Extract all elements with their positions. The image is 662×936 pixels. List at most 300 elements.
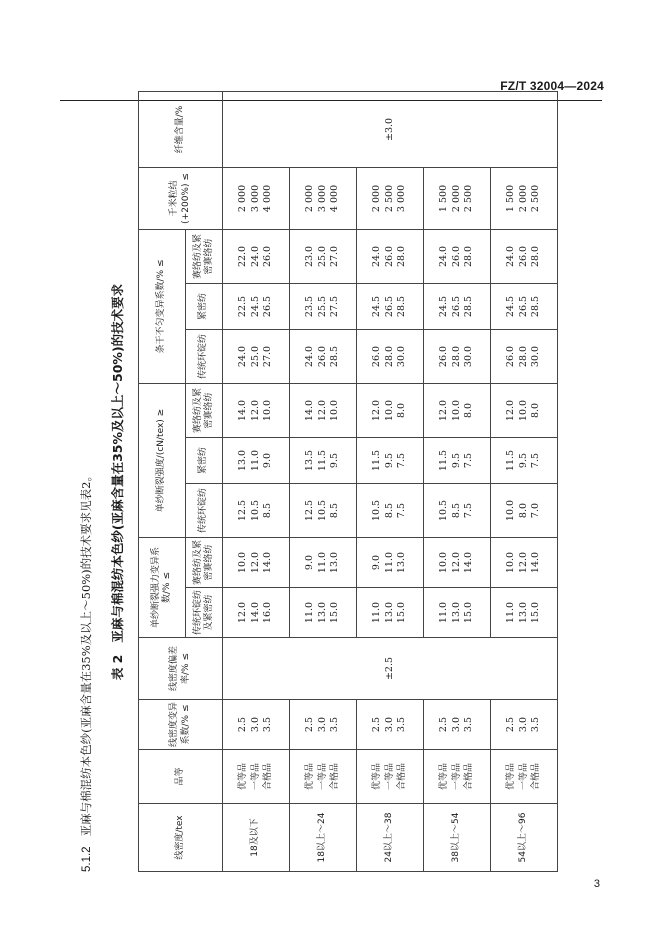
cv-density-value: 2.5 bbox=[237, 716, 249, 733]
table-caption bbox=[108, 92, 126, 872]
even-compact-value: 24.5 bbox=[249, 295, 261, 318]
even-siro-cell bbox=[357, 229, 424, 283]
spec-cell: 24以上～38 bbox=[357, 804, 424, 872]
even-ring-value: 28.0 bbox=[450, 345, 462, 368]
str-siro-value: 14.0 bbox=[237, 399, 249, 422]
grade-stack bbox=[438, 750, 476, 803]
even-compact-cell bbox=[290, 283, 357, 329]
clause-text: 亚麻与棉混纺本色纱(亚麻含量在35%及以上～50%)的技术要求见表2。 bbox=[79, 470, 93, 837]
fiber-cell: ±3.0 bbox=[223, 91, 558, 167]
neps-value: 2 500 bbox=[530, 184, 542, 213]
grade-value: 优等品 bbox=[305, 763, 316, 791]
neps-value: 1 500 bbox=[438, 184, 450, 213]
even-siro-value: 26.0 bbox=[262, 245, 274, 268]
str-ring-value: 7.5 bbox=[463, 502, 475, 519]
cv-str-ring-stack bbox=[371, 588, 409, 637]
str-compact-stack bbox=[237, 438, 275, 483]
even-compact-value: 22.5 bbox=[237, 295, 249, 318]
cv-str-siro-value: 9.0 bbox=[304, 554, 316, 571]
even-ring-cell bbox=[491, 329, 558, 383]
cv-density-value: 3.0 bbox=[383, 716, 395, 733]
cv-str-ring-value: 15.0 bbox=[530, 601, 542, 624]
cv-str-ring-cell bbox=[357, 588, 424, 638]
even-siro-value: 24.0 bbox=[505, 245, 517, 268]
even-compact-value: 28.5 bbox=[463, 295, 475, 318]
grade-value: 一等品 bbox=[384, 763, 395, 791]
str-ring-cell bbox=[491, 484, 558, 538]
cv-str-siro-value: 10.0 bbox=[438, 551, 450, 574]
clause-5-1-2 bbox=[78, 470, 94, 872]
str-ring-value: 7.5 bbox=[396, 502, 408, 519]
even-siro-value: 26.0 bbox=[383, 245, 395, 268]
table-row bbox=[491, 91, 558, 871]
str-siro-value: 10.0 bbox=[383, 399, 395, 422]
col-cv-strength-header: 单纱断裂强力变异系数/% ≤ bbox=[139, 538, 186, 638]
even-compact-value: 25.5 bbox=[316, 295, 328, 318]
even-compact-value: 27.5 bbox=[329, 295, 341, 318]
str-siro-cell bbox=[223, 383, 290, 437]
even-compact-cell bbox=[357, 283, 424, 329]
str-ring-value: 10.5 bbox=[371, 499, 383, 522]
even-compact-value: 26.5 bbox=[450, 295, 462, 318]
even-siro-stack bbox=[304, 230, 342, 283]
spec-cell: 38以上～54 bbox=[424, 804, 491, 872]
cv-str-ring-cell bbox=[290, 588, 357, 638]
cv-str-siro-value: 12.0 bbox=[450, 551, 462, 574]
cv-str-siro-value: 12.0 bbox=[249, 551, 261, 574]
grade-value: 一等品 bbox=[250, 763, 261, 791]
str-compact-value: 7.5 bbox=[463, 452, 475, 469]
str-compact-stack bbox=[438, 438, 476, 483]
cv-density-cell bbox=[223, 700, 290, 750]
col-cv-density-header: 线密度变异系数/% ≤ bbox=[139, 700, 223, 750]
cv-density-stack bbox=[505, 700, 543, 749]
cv-density-value: 3.5 bbox=[396, 716, 408, 733]
cv-str-ring-value: 13.0 bbox=[517, 601, 529, 624]
str-ring-cell bbox=[357, 484, 424, 538]
cv-str-siro-stack bbox=[304, 538, 342, 587]
cv-str-siro-value: 10.0 bbox=[505, 551, 517, 574]
cv-str-siro-value: 10.0 bbox=[237, 551, 249, 574]
cv-str-ring-stack bbox=[304, 588, 342, 637]
even-ring-value: 24.0 bbox=[237, 345, 249, 368]
cv-density-value: 3.0 bbox=[450, 716, 462, 733]
neps-value: 2 000 bbox=[304, 184, 316, 213]
str-siro-value: 12.0 bbox=[316, 399, 328, 422]
str-ring-value: 8.0 bbox=[517, 502, 529, 519]
cv-str-ring-value: 15.0 bbox=[329, 601, 341, 624]
table-row bbox=[357, 91, 424, 871]
even-siro-value: 24.0 bbox=[249, 245, 261, 268]
str-ring-value: 8.5 bbox=[262, 502, 274, 519]
str-siro-value: 12.0 bbox=[505, 399, 517, 422]
even-compact-cell bbox=[223, 283, 290, 329]
cv-str-siro-value: 14.0 bbox=[463, 551, 475, 574]
neps-value: 2 500 bbox=[463, 184, 475, 213]
even-ring-value: 27.0 bbox=[262, 345, 274, 368]
str-siro-value: 10.0 bbox=[329, 399, 341, 422]
str-ring-value: 7.0 bbox=[530, 502, 542, 519]
even-ring-stack bbox=[304, 330, 342, 383]
str-siro-stack bbox=[371, 384, 409, 437]
str-compact-cell bbox=[290, 438, 357, 484]
neps-value: 2 000 bbox=[371, 184, 383, 213]
str-ring-value: 12.5 bbox=[237, 499, 249, 522]
str-siro-value: 10.0 bbox=[450, 399, 462, 422]
even-ring-cell bbox=[223, 329, 290, 383]
str-compact-cell bbox=[223, 438, 290, 484]
str-siro-value: 8.0 bbox=[396, 402, 408, 419]
str-siro-value: 8.0 bbox=[463, 402, 475, 419]
cv-str-siro-value: 9.0 bbox=[371, 554, 383, 571]
table-row bbox=[424, 91, 491, 871]
str-ring-stack bbox=[371, 484, 409, 537]
neps-value: 2 000 bbox=[517, 184, 529, 213]
neps-stack bbox=[371, 168, 409, 229]
neps-value: 2 000 bbox=[450, 184, 462, 213]
col-grade-header: 品等 bbox=[139, 750, 223, 804]
str-ring-value: 8.5 bbox=[383, 502, 395, 519]
even-siro-value: 22.0 bbox=[237, 245, 249, 268]
cv-density-stack bbox=[304, 700, 342, 749]
str-ring-value: 10.5 bbox=[316, 499, 328, 522]
even-compact-value: 24.5 bbox=[371, 295, 383, 318]
str-siro-stack bbox=[438, 384, 476, 437]
even-ring-value: 26.0 bbox=[505, 345, 517, 368]
str-compact-cell bbox=[491, 438, 558, 484]
tech-requirements-table bbox=[138, 91, 558, 872]
even-compact-value: 26.5 bbox=[517, 295, 529, 318]
str-siro-cell bbox=[290, 383, 357, 437]
cv-density-cell bbox=[357, 700, 424, 750]
str-siro-stack bbox=[237, 384, 275, 437]
str-ring-value: 10.5 bbox=[249, 499, 261, 522]
neps-value: 1 500 bbox=[505, 184, 517, 213]
cv-str-ring-value: 11.0 bbox=[304, 601, 316, 624]
cv-str-ring-value: 11.0 bbox=[505, 601, 517, 624]
table-title: 亚麻与棉混纺本色纱(亚麻含量在35%及以上～50%)的技术要求 bbox=[110, 283, 125, 643]
str-ring-cell bbox=[424, 484, 491, 538]
str-siro-value: 8.0 bbox=[530, 402, 542, 419]
str-siro-value: 12.0 bbox=[249, 399, 261, 422]
cv-str-siro-stack bbox=[371, 538, 409, 587]
even-compact-value: 26.5 bbox=[262, 295, 274, 318]
even-ring-value: 28.0 bbox=[383, 345, 395, 368]
even-ring-value: 26.0 bbox=[371, 345, 383, 368]
cv-str-ring-stack bbox=[438, 588, 476, 637]
even-siro-value: 28.0 bbox=[396, 245, 408, 268]
neps-value: 3 000 bbox=[249, 184, 261, 213]
even-compact-cell bbox=[491, 283, 558, 329]
str-compact-value: 13.0 bbox=[237, 449, 249, 472]
table-number: 表 2 bbox=[110, 654, 125, 681]
neps-value: 2 000 bbox=[237, 184, 249, 213]
grade-stack bbox=[304, 750, 342, 803]
even-compact-stack bbox=[237, 284, 275, 329]
cv-density-stack bbox=[438, 700, 476, 749]
str-compact-value: 9.5 bbox=[329, 452, 341, 469]
str-compact-cell bbox=[424, 438, 491, 484]
cv-str-ring-value: 14.0 bbox=[249, 601, 261, 624]
grade-value: 优等品 bbox=[238, 763, 249, 791]
neps-stack bbox=[304, 168, 342, 229]
cv-str-siro-cell bbox=[290, 538, 357, 588]
sub-ring-compact-header: 传统环锭纺及紧密纺 bbox=[186, 588, 223, 638]
even-compact-value: 28.5 bbox=[530, 295, 542, 318]
grade-cell bbox=[357, 750, 424, 804]
table-row bbox=[290, 91, 357, 871]
grade-value: 优等品 bbox=[506, 763, 517, 791]
col-neps-header: 千米粒结(+200%) ≤ bbox=[139, 167, 223, 229]
even-siro-value: 23.0 bbox=[304, 245, 316, 268]
even-ring-value: 25.0 bbox=[249, 345, 261, 368]
grade-value: 合格品 bbox=[397, 763, 408, 791]
cv-str-ring-value: 11.0 bbox=[438, 601, 450, 624]
col-spec-header: 线密度/tex bbox=[139, 804, 223, 872]
grade-value: 优等品 bbox=[439, 763, 450, 791]
str-siro-value: 10.0 bbox=[262, 399, 274, 422]
grade-value: 合格品 bbox=[531, 763, 542, 791]
cv-str-siro-value: 11.0 bbox=[316, 551, 328, 574]
str-siro-value: 12.0 bbox=[371, 399, 383, 422]
even-ring-cell bbox=[290, 329, 357, 383]
sub-ring-header: 传统环锭纺 bbox=[186, 484, 223, 538]
standard-number: FZ/T 32004—2024 bbox=[500, 79, 604, 93]
spec-cell: 18以上～24 bbox=[290, 804, 357, 872]
str-compact-value: 11.5 bbox=[316, 449, 328, 472]
even-siro-cell bbox=[223, 229, 290, 283]
clause-number: 5.1.2 bbox=[81, 846, 93, 872]
str-compact-value: 7.5 bbox=[396, 452, 408, 469]
cv-density-cell bbox=[290, 700, 357, 750]
spec-cell: 54以上～96 bbox=[491, 804, 558, 872]
cv-str-siro-cell bbox=[223, 538, 290, 588]
str-ring-value: 10.5 bbox=[438, 499, 450, 522]
str-siro-value: 14.0 bbox=[304, 399, 316, 422]
str-compact-value: 11.0 bbox=[249, 449, 261, 472]
even-siro-value: 24.0 bbox=[438, 245, 450, 268]
even-siro-stack bbox=[505, 230, 543, 283]
cv-str-ring-stack bbox=[505, 588, 543, 637]
even-ring-value: 30.0 bbox=[530, 345, 542, 368]
cv-str-siro-stack bbox=[505, 538, 543, 587]
cv-density-cell bbox=[491, 700, 558, 750]
cv-str-ring-value: 15.0 bbox=[396, 601, 408, 624]
col-deviation-header: 线密度偏差率/% ≤ bbox=[139, 638, 223, 700]
even-ring-stack bbox=[505, 330, 543, 383]
str-siro-value: 12.0 bbox=[438, 399, 450, 422]
cv-str-siro-stack bbox=[237, 538, 275, 587]
cv-density-stack bbox=[371, 700, 409, 749]
even-ring-value: 28.0 bbox=[517, 345, 529, 368]
str-ring-stack bbox=[304, 484, 342, 537]
str-compact-value: 11.5 bbox=[371, 449, 383, 472]
cv-str-ring-stack bbox=[237, 588, 275, 637]
col-evenness-header: 条干不匀变异系数/% ≤ bbox=[139, 229, 186, 383]
cv-str-siro-value: 14.0 bbox=[530, 551, 542, 574]
cv-str-siro-value: 12.0 bbox=[517, 551, 529, 574]
cv-density-cell bbox=[424, 700, 491, 750]
cv-str-ring-cell bbox=[223, 588, 290, 638]
even-siro-value: 28.0 bbox=[463, 245, 475, 268]
cv-str-ring-value: 16.0 bbox=[262, 601, 274, 624]
spec-cell: 18及以下 bbox=[223, 804, 290, 872]
grade-stack bbox=[371, 750, 409, 803]
neps-cell bbox=[491, 167, 558, 229]
cv-density-value: 2.5 bbox=[505, 716, 517, 733]
even-siro-value: 25.0 bbox=[316, 245, 328, 268]
even-compact-value: 24.5 bbox=[505, 295, 517, 318]
even-ring-stack bbox=[371, 330, 409, 383]
even-siro-value: 26.0 bbox=[517, 245, 529, 268]
neps-value: 3 000 bbox=[396, 184, 408, 213]
str-compact-value: 7.5 bbox=[530, 452, 542, 469]
str-compact-value: 11.5 bbox=[438, 449, 450, 472]
grade-value: 优等品 bbox=[372, 763, 383, 791]
sub-compact-header: 紧密纺 bbox=[186, 438, 223, 484]
grade-value: 一等品 bbox=[317, 763, 328, 791]
even-siro-value: 27.0 bbox=[329, 245, 341, 268]
neps-cell bbox=[223, 167, 290, 229]
even-ring-value: 26.0 bbox=[438, 345, 450, 368]
even-ring-stack bbox=[237, 330, 275, 383]
str-ring-cell bbox=[223, 484, 290, 538]
neps-stack bbox=[505, 168, 543, 229]
str-siro-value: 10.0 bbox=[517, 399, 529, 422]
grade-cell bbox=[491, 750, 558, 804]
sub-ring2-header: 传统环锭纺 bbox=[186, 329, 223, 383]
cv-str-ring-value: 13.0 bbox=[316, 601, 328, 624]
grade-stack bbox=[237, 750, 275, 803]
cv-str-siro-value: 14.0 bbox=[262, 551, 274, 574]
cv-str-ring-value: 15.0 bbox=[463, 601, 475, 624]
even-siro-stack bbox=[438, 230, 476, 283]
str-ring-stack bbox=[505, 484, 543, 537]
cv-density-value: 3.5 bbox=[329, 716, 341, 733]
cv-density-stack bbox=[237, 700, 275, 749]
cv-density-value: 3.5 bbox=[262, 716, 274, 733]
even-siro-value: 24.0 bbox=[371, 245, 383, 268]
deviation-cell: ±2.5 bbox=[223, 638, 558, 700]
even-ring-value: 28.5 bbox=[329, 345, 341, 368]
grade-cell bbox=[424, 750, 491, 804]
grade-value: 一等品 bbox=[518, 763, 529, 791]
str-siro-stack bbox=[304, 384, 342, 437]
sub-siro2-header: 赛络纺及紧密赛络纺 bbox=[186, 383, 223, 437]
str-ring-value: 10.0 bbox=[505, 499, 517, 522]
col-fiber-header: 纤维含量/% bbox=[139, 91, 223, 167]
cv-str-siro-value: 13.0 bbox=[329, 551, 341, 574]
even-ring-cell bbox=[357, 329, 424, 383]
even-siro-cell bbox=[290, 229, 357, 283]
str-compact-stack bbox=[371, 438, 409, 483]
cv-str-ring-value: 13.0 bbox=[383, 601, 395, 624]
even-ring-cell bbox=[424, 329, 491, 383]
cv-str-siro-value: 13.0 bbox=[396, 551, 408, 574]
neps-value: 2 500 bbox=[383, 184, 395, 213]
table-row bbox=[223, 91, 290, 871]
cv-density-value: 3.0 bbox=[316, 716, 328, 733]
str-ring-stack bbox=[438, 484, 476, 537]
str-siro-cell bbox=[357, 383, 424, 437]
even-ring-value: 30.0 bbox=[396, 345, 408, 368]
cv-str-siro-cell bbox=[357, 538, 424, 588]
cv-str-ring-cell bbox=[491, 588, 558, 638]
str-compact-value: 13.5 bbox=[304, 449, 316, 472]
even-compact-value: 26.5 bbox=[383, 295, 395, 318]
col-strength-header: 单纱断裂强度/(cN/tex) ≥ bbox=[139, 383, 186, 537]
cv-str-ring-cell bbox=[424, 588, 491, 638]
even-siro-value: 28.0 bbox=[530, 245, 542, 268]
str-ring-value: 12.5 bbox=[304, 499, 316, 522]
cv-density-value: 2.5 bbox=[438, 716, 450, 733]
cv-str-siro-cell bbox=[424, 538, 491, 588]
neps-value: 3 000 bbox=[316, 184, 328, 213]
neps-value: 4 000 bbox=[329, 184, 341, 213]
str-ring-stack bbox=[237, 484, 275, 537]
sub-siro-header: 赛络纺及紧密赛络纺 bbox=[186, 538, 223, 588]
table-body bbox=[223, 91, 558, 871]
even-siro-cell bbox=[424, 229, 491, 283]
even-siro-value: 26.0 bbox=[450, 245, 462, 268]
even-compact-value: 28.5 bbox=[396, 295, 408, 318]
page-number: 3 bbox=[593, 878, 600, 890]
even-compact-stack bbox=[304, 284, 342, 329]
cv-density-value: 3.5 bbox=[463, 716, 475, 733]
grade-stack bbox=[505, 750, 543, 803]
str-compact-stack bbox=[505, 438, 543, 483]
grade-cell bbox=[290, 750, 357, 804]
str-compact-value: 9.5 bbox=[517, 452, 529, 469]
sub-siro3-header: 赛络纺及紧密赛络纺 bbox=[186, 229, 223, 283]
cv-str-siro-cell bbox=[491, 538, 558, 588]
neps-cell bbox=[424, 167, 491, 229]
str-siro-cell bbox=[491, 383, 558, 437]
str-compact-stack bbox=[304, 438, 342, 483]
str-ring-value: 8.5 bbox=[329, 502, 341, 519]
cv-str-siro-stack bbox=[438, 538, 476, 587]
even-compact-stack bbox=[371, 284, 409, 329]
str-ring-cell bbox=[290, 484, 357, 538]
cv-density-value: 3.0 bbox=[517, 716, 529, 733]
grade-value: 合格品 bbox=[263, 763, 274, 791]
cv-density-value: 3.5 bbox=[530, 716, 542, 733]
str-siro-cell bbox=[424, 383, 491, 437]
cv-density-value: 2.5 bbox=[304, 716, 316, 733]
even-siro-cell bbox=[491, 229, 558, 283]
str-siro-stack bbox=[505, 384, 543, 437]
even-siro-stack bbox=[371, 230, 409, 283]
str-compact-cell bbox=[357, 438, 424, 484]
grade-value: 合格品 bbox=[464, 763, 475, 791]
even-compact-stack bbox=[505, 284, 543, 329]
cv-str-ring-value: 12.0 bbox=[237, 601, 249, 624]
grade-cell bbox=[223, 750, 290, 804]
str-compact-value: 11.5 bbox=[505, 449, 517, 472]
even-siro-stack bbox=[237, 230, 275, 283]
cv-str-siro-value: 11.0 bbox=[383, 551, 395, 574]
str-ring-value: 8.5 bbox=[450, 502, 462, 519]
neps-cell bbox=[290, 167, 357, 229]
rotated-content bbox=[78, 92, 584, 872]
even-compact-value: 23.5 bbox=[304, 295, 316, 318]
neps-stack bbox=[438, 168, 476, 229]
neps-stack bbox=[237, 168, 275, 229]
even-compact-cell bbox=[424, 283, 491, 329]
even-ring-value: 30.0 bbox=[463, 345, 475, 368]
sub-compact2-header: 紧密纺 bbox=[186, 283, 223, 329]
cv-density-value: 2.5 bbox=[371, 716, 383, 733]
